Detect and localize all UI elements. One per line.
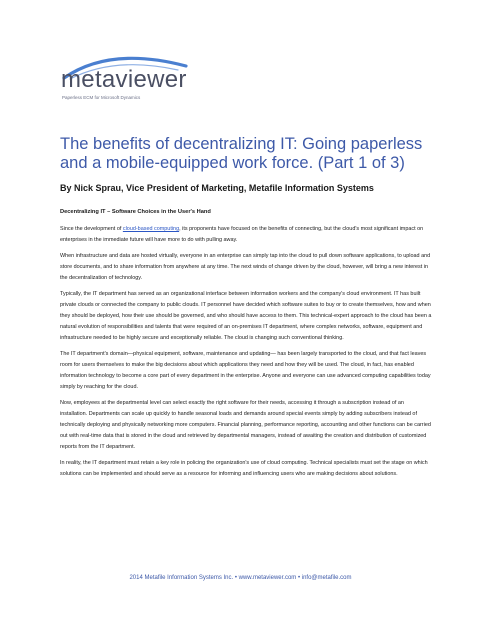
paragraph-2: When infrastructure and data are hosted virtually, everyone in an enterprise can simply tap into the cloud to pull down software applications, to upload and store documents, and to share information from anywhere at any time. The next winds of change driven by the cloud, however, will bring a new interest in the decentralization of technology. bbox=[60, 253, 431, 281]
paragraph-3: Typically, the IT department has served as an organizational interface between information workers and the company's cloud environment. IT has built private clouds or connected the company to public clouds. IT personnel have decided which software suites to buy or to create themselves, how and when they should be deployed, how their use should be governed, and who should have access to them. This technical-expert approach to the cloud has been a natural evolution of responsibilities and talents that were required of an on-premises IT department, where complex networks, software, equipment and infrastructure needed to be highly secure and exceptionally reliable. The cloud is changing such conventional thinking. bbox=[60, 291, 432, 341]
paragraph-5: Now, employees at the departmental level can select exactly the right software for their needs, accessing it through a subscription instead of an installation. Departments can scale up quickly to handle seasonal loads and demands around special events simply by adding subscribers instead of technically deploying and physically networking more computers. Financial planning, performance reporting, accounting and other functions can be carried out with real-time data that is stored in the cloud and retrieved by departmental managers, instead of awaiting the creation and distribution of customized reports from the IT department. bbox=[60, 400, 431, 450]
paragraph-1 bbox=[60, 224, 432, 246]
paragraph-1-start: Since the development of bbox=[60, 226, 123, 232]
paragraph-6: In reality, the IT department must retain a key role in policing the organization's use of cloud computing. Technical specialists must set the stage on which solutions can be implemented and should serve as a resource for informing and influencing users who are making decisions about solutions. bbox=[60, 460, 428, 477]
paragraph-1-end: , its proponents have focused on the benefits of connecting, but the cloud's most significant impact on enterprises in the immediate future will have more to do with pulling away. bbox=[60, 226, 424, 243]
page-footer: 2014 Metafile Information Systems Inc. • www.metaviewer.com • info@metafile.com bbox=[129, 575, 352, 581]
logo-tagline: Paperless ECM for Microsoft Dynamics bbox=[62, 95, 141, 100]
section-heading: Decentralizing IT – Software Choices in the User's Hand bbox=[60, 209, 211, 215]
page-title: The benefits of decentralizing IT: Going paperless and a mobile-equipped work force. (Part 1 of 3) bbox=[60, 135, 423, 173]
article-body bbox=[60, 208, 432, 485]
byline: By Nick Sprau, Vice President of Marketing, Metafile Information Systems bbox=[60, 183, 374, 193]
logo-wordmark: metaviewer bbox=[61, 66, 187, 93]
cloud-computing-link[interactable]: cloud-based computing bbox=[122, 226, 180, 232]
paragraph-4: The IT department's domain—physical equipment, software, maintenance and updating— has been largely transported to the cloud, and that fact leaves room for users themselves to make the big decisions about which applications they need and how they will be used. The cloud, in fact, has enabled information technology to become a core part of every department in the enterprise. Anyone and everyone can use advanced computing capabilities today simply by reaching for the cloud. bbox=[60, 351, 431, 390]
metaviewer-logo bbox=[60, 52, 220, 108]
